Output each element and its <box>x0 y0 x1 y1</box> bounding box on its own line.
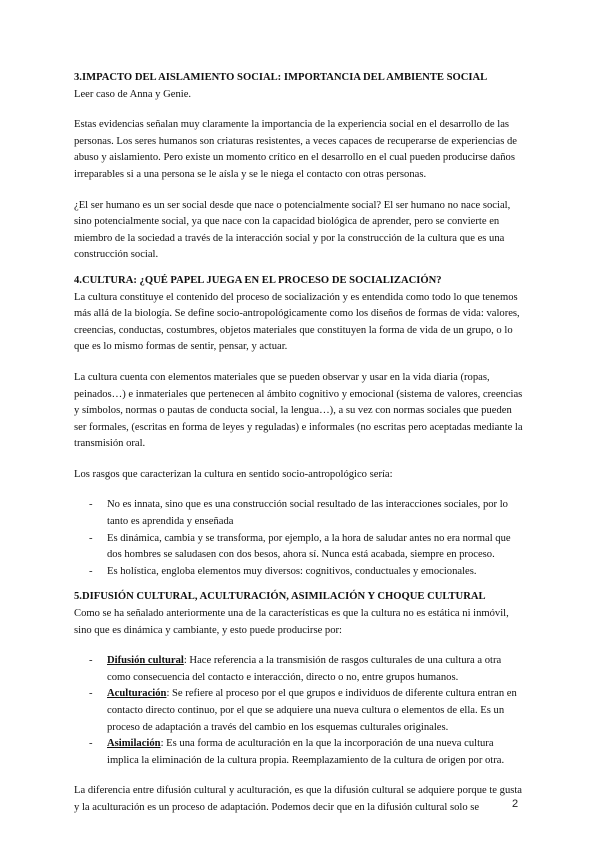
section-4-heading: 4.CULTURA: ¿QUÉ PAPEL JUEGA EN EL PROCESO DE SOCIALIZACIÓN? <box>74 274 442 286</box>
term-label: Difusión cultural <box>107 655 184 667</box>
section-3-heading: 3.IMPACTO DEL AISLAMIENTO SOCIAL: IMPORTANCIA DEL AMBIENTE SOCIAL <box>74 72 488 83</box>
term-definition: : Hace referencia a la transmisión de rasgos culturales de una cultura a otra como consecuencia del contacto e interacción, directo o no, entre grupos humanos. <box>107 655 502 683</box>
section-4-paragraph-3: Los rasgos que caracterizan la cultura en sentido socio-antropológico sería: <box>74 468 393 480</box>
document-page <box>74 70 526 817</box>
section-5-paragraph-1: Como se ha señalado anteriormente una de la características es que la cultura no es estática ni inmóvil, sino que es dinámica y cambiante, y esto puede producirse por: <box>74 608 509 636</box>
list-item: - Es dinámica, cambia y se transforma, por ejemplo, a la hora de saludar antes no era normal que dos hombres se saludasen con dos besos, ahora sí. Nunca está acabada, siempre en proceso. <box>107 531 526 564</box>
list-item <box>107 736 526 769</box>
page-number: 2 <box>512 798 519 810</box>
change-mechanisms-list <box>74 653 526 769</box>
list-item: - No es innata, sino que es una construcción social resultado de las interacciones sociales, por lo tanto es aprendida y enseñada <box>107 497 526 530</box>
section-4-paragraph-2: La cultura cuenta con elementos materiales que se pueden observar y usar en la vida diaria (ropas, peinados…) e inmateriales que pertenecen al ámbito cognitivo y emocional (sistema de valores, creencias y símbolos, normas o pautas de conducta social, la lengua…), a su vez con normas sociales que pueden ser formales, (escritas en forma de leyes y reguladas) e informales (no escritas pero aceptadas mediante la transmisión oral. <box>74 371 523 450</box>
section-3-intro: Leer caso de Anna y Genie. <box>74 88 192 100</box>
list-item: - Es holística, engloba elementos muy diversos: cognitivos, conductuales y emocionales. <box>107 564 526 581</box>
section-3-paragraph-1: Estas evidencias señalan muy claramente la importancia de la experiencia social en el desarrollo de las personas. Los seres humanos son criaturas resistentes, a veces capaces de recuperarse de experiencias de abuso y aislamiento. Pero existe un momento crítico en el desarrollo en el cual pueden producirse daños irreparables si a una persona se le aísla y se le niega el contacto con otras personas. <box>74 119 517 180</box>
term-definition: : Es una forma de aculturación en la que la incorporación de una nueva cultura implica la eliminación de la cultura propia. Reemplazamiento de la cultura de origen por otra. <box>107 738 505 766</box>
section-4-paragraph-1: La cultura constituye el contenido del proceso de socialización y es entendida como todo lo que tenemos más allá de la biología. Se define socio-antropológicamente como los diseños de formas de vida: valores, creencias, conductas, costumbres, objetos materiales que constituyen la forma de vida de un grupo, o lo que es lo mismo formas de sentir, pensar, y actuar. <box>74 291 520 353</box>
term-definition: : Se refiere al proceso por el que grupos e individuos de diferente cultura entran en contacto directo continuo, por el que se adquiere una nueva cultura o elementos de ella. Es un proceso de adaptación a través del cambio en los esquemas culturales originales. <box>107 688 517 733</box>
list-item <box>107 686 526 736</box>
list-item <box>107 653 526 686</box>
term-label: Asimilación <box>107 738 161 750</box>
section-5-heading: 5.DIFUSIÓN CULTURAL, ACULTURACIÓN, ASIMILACIÓN Y CHOQUE CULTURAL <box>74 591 486 603</box>
culture-traits-list <box>74 497 526 580</box>
section-3-paragraph-2: ¿El ser humano es un ser social desde que nace o potencialmente social? El ser humano no nace social, sino potencialmente social, ya que nace con la capacidad biológica de aprender, pero se convierte en miembro de la sociedad a través de la interacción social y por la construcción de la cultura que es una construcción social. <box>74 199 511 261</box>
section-5-paragraph-2: La diferencia entre difusión cultural y aculturación, es que la difusión cultural se adquiere porque te gusta y la aculturación es un proceso de adaptación. Podemos decir que en la difusión cultural solo se <box>74 785 523 813</box>
term-label: Aculturación <box>107 688 167 700</box>
